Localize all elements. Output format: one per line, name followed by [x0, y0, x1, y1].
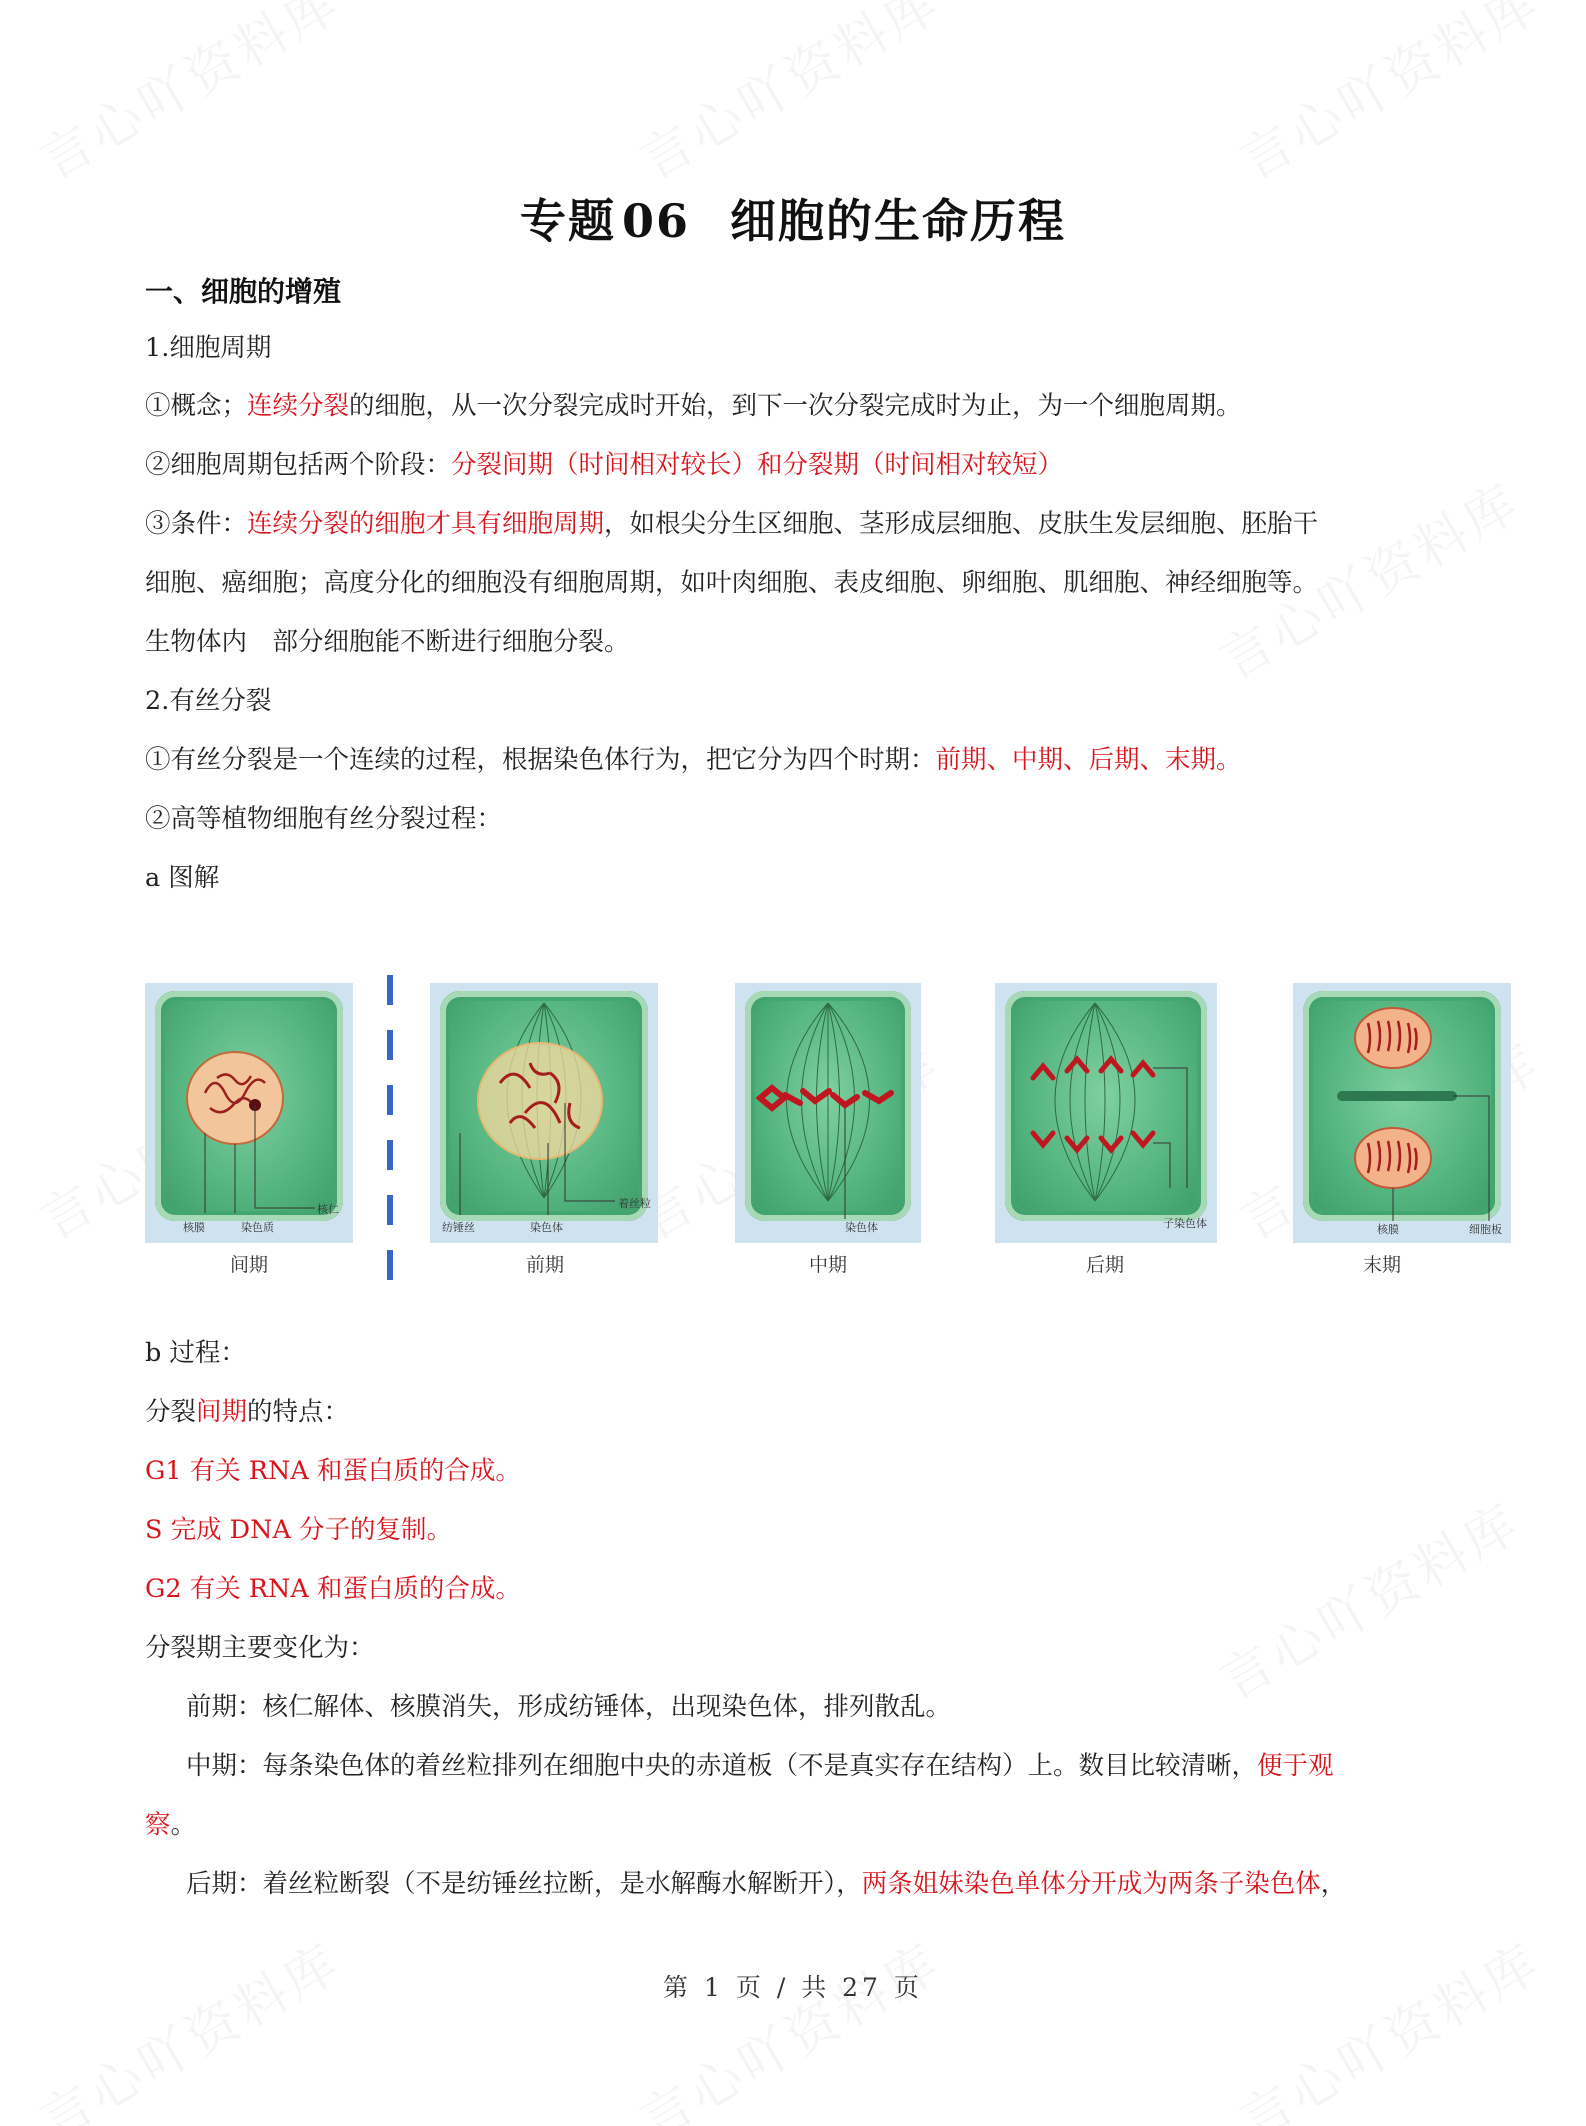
page-total: 27 — [842, 1973, 882, 2002]
title-text: 细胞的生命历程 — [730, 194, 1066, 248]
mitosis-phases-paragraph — [145, 742, 1242, 778]
highlight-text: 两条姐妹染色单体分开成为两条子染色体 — [861, 1869, 1321, 1899]
stage-label: 中期 — [808, 1254, 847, 1276]
footer-text: 页 / 共 — [735, 1973, 831, 2002]
watermark — [24, 0, 352, 194]
stage-label: 间期 — [229, 1254, 268, 1276]
text: 。 — [170, 1810, 197, 1840]
stage-label: 后期 — [1085, 1254, 1124, 1276]
g2-line: G2 有关 RNA 和蛋白质的合成。 — [145, 1574, 521, 1604]
cell-cycle-heading: 1.细胞周期 — [145, 333, 272, 363]
text: ③条件： — [145, 509, 248, 539]
page-footer — [0, 1968, 1586, 2004]
condition-paragraph-cont: 细胞、癌细胞；高度分化的细胞没有细胞周期，如叶肉细胞、表皮细胞、卵细胞、肌细胞、神经细胞等。 — [145, 568, 1319, 598]
label-cell-plate: 细胞板 — [1469, 1223, 1502, 1236]
label-centromere: 着丝粒 — [618, 1197, 651, 1210]
label-chromosome: 染色体 — [845, 1221, 878, 1234]
metaphase-line — [186, 1748, 1334, 1784]
label-nucleolus: 核仁 — [317, 1203, 339, 1216]
watermark — [1204, 1481, 1532, 1714]
page-number: 1 — [704, 1973, 724, 2002]
mitosis-figure — [145, 975, 1515, 1310]
watermark — [624, 0, 952, 194]
note-paragraph: 生物体内 部分细胞能不断进行细胞分裂。 — [145, 627, 630, 657]
watermark — [1224, 1921, 1552, 2126]
panel-anaphase — [995, 983, 1217, 1243]
stage-label: 前期 — [525, 1254, 564, 1276]
label-daughter-chromosome: 子染色体 — [1163, 1217, 1207, 1230]
text: 的特点： — [247, 1397, 350, 1427]
highlight-text: 便于观 — [1257, 1751, 1334, 1781]
label-chromatin: 染色质 — [241, 1221, 274, 1234]
text: 的细胞，从一次分裂完成时开始，到下一次分裂完成时为止，为一个细胞周期。 — [349, 391, 1242, 421]
title-prefix: 专题 — [519, 194, 616, 248]
text: ①有丝分裂是一个连续的过程，根据染色体行为，把它分为四个时期： — [145, 745, 936, 775]
text: 中期：每条染色体的着丝粒排列在细胞中央的赤道板（不是真实存在结构）上。数目比较清晰， — [186, 1751, 1258, 1781]
anaphase-line — [186, 1866, 1346, 1902]
text: ②细胞周期包括两个阶段： — [145, 450, 452, 480]
stages-paragraph — [145, 447, 1063, 483]
highlight-text: 间期 — [196, 1397, 248, 1427]
text: ， — [1320, 1869, 1347, 1899]
section-heading: 一、细胞的增殖 — [145, 275, 342, 308]
footer-text: 页 — [893, 1973, 923, 2002]
watermark — [1224, 0, 1552, 194]
watermark — [24, 1921, 352, 2126]
label-nuclear-membrane: 核膜 — [1377, 1223, 1399, 1236]
g1-line: G1 有关 RNA 和蛋白质的合成。 — [145, 1456, 521, 1486]
highlight-text: 分裂间期（时间相对较长）和分裂期（时间相对较短） — [451, 450, 1064, 480]
anaphase-cell-image — [995, 983, 1217, 1243]
stage-label: 末期 — [1362, 1254, 1401, 1276]
footer-text: 第 — [663, 1973, 693, 2002]
text: ，如根尖分生区细胞、茎形成层细胞、皮肤生发层细胞、胚胎干 — [604, 509, 1319, 539]
text: 后期：着丝粒断裂（不是纺锤丝拉断，是水解酶水解断开）， — [186, 1869, 862, 1899]
page-title — [0, 185, 1586, 251]
highlight-text: 连续分裂的细胞才具有细胞周期 — [247, 509, 605, 539]
prophase-line: 前期：核仁解体、核膜消失，形成纺锤体，出现染色体，排列散乱。 — [186, 1692, 952, 1722]
plant-mitosis-paragraph: ②高等植物细胞有丝分裂过程： — [145, 804, 503, 834]
text: ①概念； — [145, 391, 248, 421]
mitosis-heading: 2.有丝分裂 — [145, 686, 272, 716]
label-nuclear-membrane: 核膜 — [183, 1221, 205, 1234]
s-line: S 完成 DNA 分子的复制。 — [145, 1515, 452, 1545]
panel-interphase — [145, 983, 353, 1243]
interphase-heading — [145, 1394, 349, 1430]
process-heading: b 过程： — [145, 1338, 246, 1368]
label-chromosome: 染色体 — [530, 1221, 563, 1234]
metaphase-cell-image — [735, 983, 921, 1243]
divider-dashed-line — [387, 975, 393, 1293]
telophase-cell-image — [1293, 983, 1511, 1243]
highlight-text: 连续分裂 — [247, 391, 350, 421]
label-spindle: 纺锤丝 — [442, 1221, 475, 1234]
text: 分裂 — [145, 1397, 197, 1427]
panel-telophase — [1293, 983, 1511, 1243]
division-heading: 分裂期主要变化为： — [145, 1633, 375, 1663]
metaphase-line-cont — [145, 1807, 196, 1843]
concept-paragraph — [145, 388, 1242, 424]
panel-prophase — [430, 983, 658, 1243]
panel-metaphase — [735, 983, 921, 1243]
highlight-text: 前期、中期、后期、末期。 — [935, 745, 1242, 775]
figure-heading: a 图解 — [145, 863, 220, 893]
condition-paragraph — [145, 506, 1318, 542]
title-number: 06 — [621, 194, 690, 248]
highlight-text: 察 — [145, 1810, 171, 1840]
watermark — [624, 1921, 952, 2126]
